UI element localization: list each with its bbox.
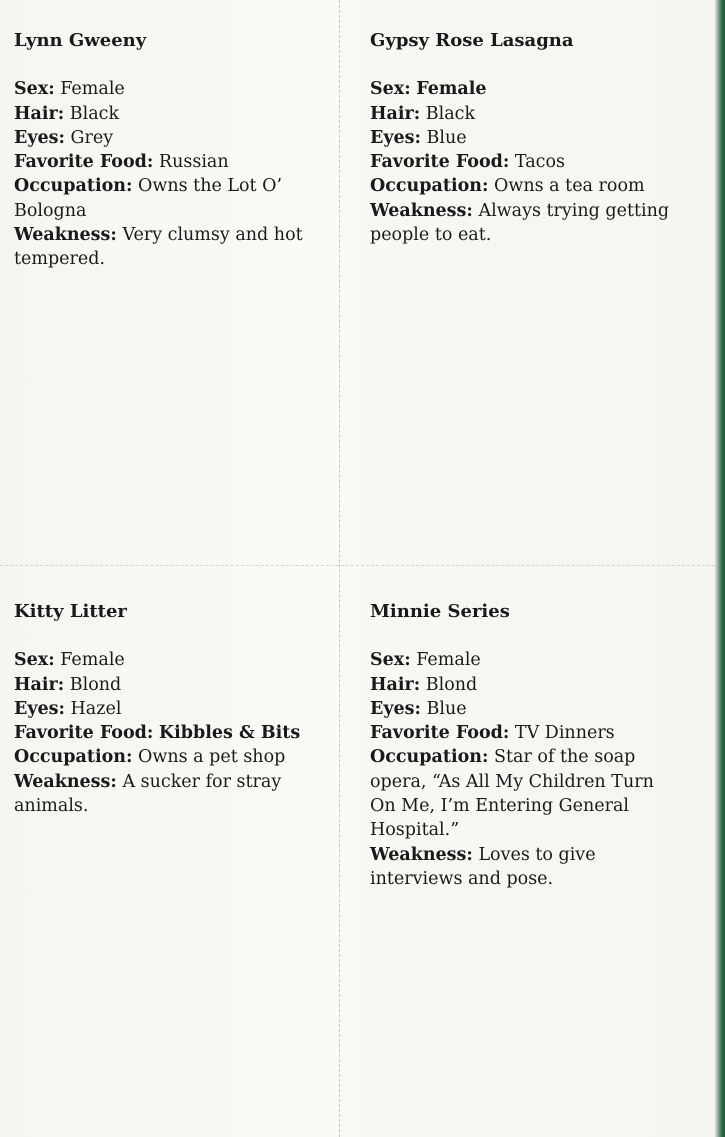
hair-label: Hair: xyxy=(370,103,421,124)
occupation-label: Occupation: xyxy=(14,176,133,197)
eyes-value: Blue xyxy=(426,127,467,148)
eyes-label: Eyes: xyxy=(370,698,421,719)
occupation-row xyxy=(14,745,319,769)
eyes-value: Hazel xyxy=(70,698,122,719)
favorite-food-value: Tacos xyxy=(514,152,565,173)
favorite-food-label: Favorite Food: xyxy=(370,152,510,173)
weakness-label: Weakness: xyxy=(14,225,117,246)
hair-row xyxy=(14,102,319,126)
character-card-gypsy-rose-lasagna xyxy=(370,29,685,247)
occupation-label: Occupation: xyxy=(14,747,133,768)
occupation-label: Occupation: xyxy=(370,747,489,768)
weakness-row xyxy=(14,223,319,272)
character-card-minnie-series xyxy=(370,600,685,891)
eyes-value: Grey xyxy=(70,127,114,148)
character-name: Kitty Litter xyxy=(14,601,127,622)
sex-row xyxy=(370,77,685,101)
weakness-row xyxy=(14,770,319,819)
eyes-label: Eyes: xyxy=(14,698,65,719)
horizontal-perforation-line xyxy=(0,565,715,566)
favorite-food-row xyxy=(370,150,685,174)
weakness-value: Very clumsy and hot tempered. xyxy=(14,225,303,270)
favorite-food-label: Favorite Food: xyxy=(14,152,154,173)
sex-label: Sex: xyxy=(370,79,411,100)
hair-row xyxy=(14,673,319,697)
favorite-food-value: TV Dinners xyxy=(514,723,615,744)
favorite-food-row xyxy=(14,721,319,745)
sex-row xyxy=(370,648,685,672)
occupation-row xyxy=(370,174,685,198)
hair-label: Hair: xyxy=(14,103,65,124)
character-name: Minnie Series xyxy=(370,601,510,622)
eyes-value: Blue xyxy=(426,698,467,719)
favorite-food-row xyxy=(14,150,319,174)
occupation-value: Owns the Lot O’ Bologna xyxy=(14,176,283,221)
sex-label: Sex: xyxy=(370,650,411,671)
character-card-kitty-litter xyxy=(14,600,319,818)
eyes-label: Eyes: xyxy=(14,127,65,148)
favorite-food-label: Favorite Food: xyxy=(14,723,154,744)
occupation-value: Star of the soap opera, “As All My Children Turn On Me, I’m Entering General Hospital.” xyxy=(370,747,654,841)
favorite-food-row xyxy=(370,721,685,745)
occupation-row xyxy=(370,745,685,842)
sex-label: Sex: xyxy=(14,650,55,671)
sex-label: Sex: xyxy=(14,79,55,100)
weakness-row xyxy=(370,199,685,248)
weakness-row xyxy=(370,843,685,892)
character-name: Gypsy Rose Lasagna xyxy=(370,30,574,51)
weakness-value: Always trying getting people to eat. xyxy=(370,200,670,246)
favorite-food-value: Kibbles & Bits xyxy=(158,723,301,744)
occupation-value: Owns a tea room xyxy=(494,176,645,197)
hair-row xyxy=(370,102,685,126)
hair-value: Blond xyxy=(69,674,122,695)
sex-row xyxy=(14,77,319,101)
eyes-label: Eyes: xyxy=(370,127,421,148)
eyes-row xyxy=(370,126,685,150)
weakness-label: Weakness: xyxy=(370,200,473,221)
eyes-row xyxy=(14,126,319,150)
hair-label: Hair: xyxy=(370,674,421,695)
eyes-row xyxy=(14,697,319,721)
occupation-value: Owns a pet shop xyxy=(138,747,286,768)
hair-row xyxy=(370,673,685,697)
hair-label: Hair: xyxy=(14,674,65,695)
weakness-value: Loves to give interviews and pose. xyxy=(370,844,596,889)
occupation-row xyxy=(14,174,319,223)
hair-value: Black xyxy=(69,103,120,124)
sex-value: Female xyxy=(416,79,487,100)
sex-row xyxy=(14,648,319,672)
character-name: Lynn Gweeny xyxy=(14,30,147,51)
eyes-row xyxy=(370,697,685,721)
favorite-food-label: Favorite Food: xyxy=(370,723,510,744)
occupation-label: Occupation: xyxy=(370,176,489,197)
green-page-edge xyxy=(715,0,725,1137)
sex-value: Female xyxy=(60,650,125,671)
weakness-label: Weakness: xyxy=(370,844,473,865)
hair-value: Black xyxy=(425,103,476,124)
vertical-perforation-line xyxy=(339,0,340,1137)
sex-value: Female xyxy=(60,79,125,100)
hair-value: Blond xyxy=(425,674,478,695)
sex-value: Female xyxy=(416,650,481,671)
weakness-label: Weakness: xyxy=(14,771,117,792)
weakness-value: A sucker for stray animals. xyxy=(14,771,282,817)
favorite-food-value: Russian xyxy=(158,152,229,173)
character-card-lynn-gweeny xyxy=(14,29,319,272)
